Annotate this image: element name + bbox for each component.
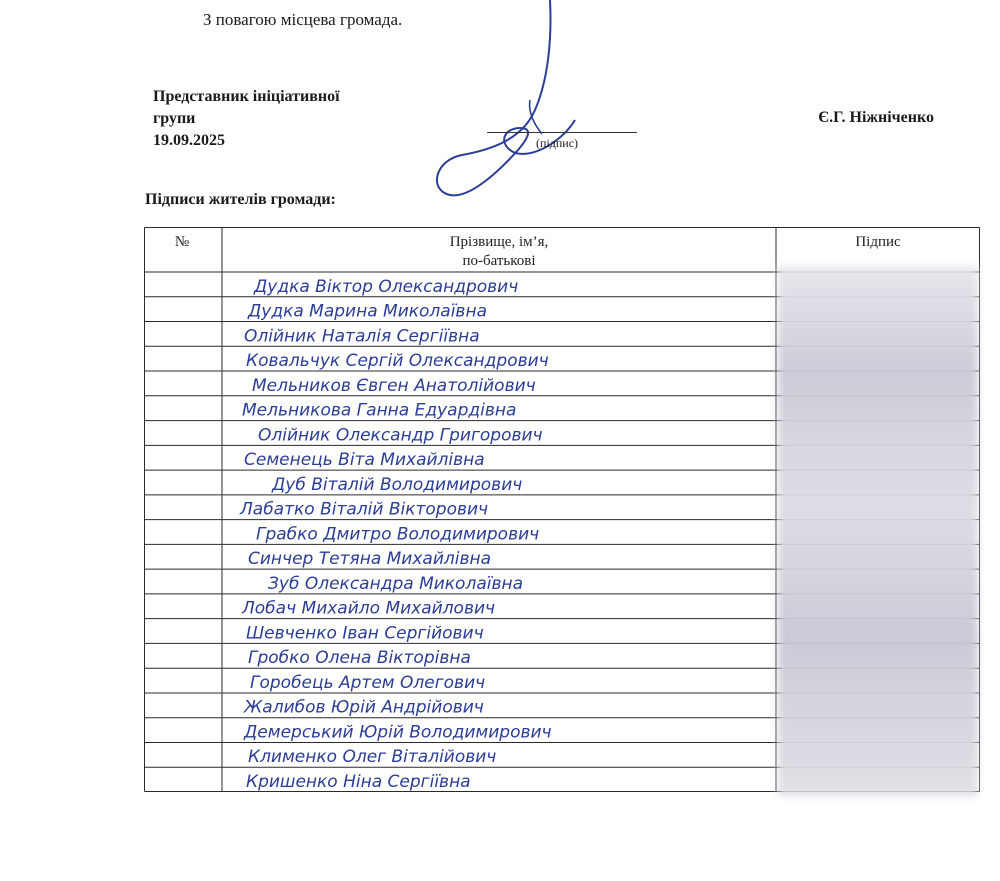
handwritten-name: Зуб Олександра Миколаївна (268, 573, 524, 594)
handwritten-name: Лабатко Віталій Вікторович (240, 499, 489, 520)
handwritten-name: Олійник Наталія Сергіївна (244, 326, 480, 347)
handwritten-name: Мельников Євген Анатолійович (252, 375, 536, 396)
representative-signature (410, 0, 610, 200)
handwritten-name: Кришенко Ніна Сергіївна (246, 772, 471, 792)
header-name-cont: по-батькові (462, 253, 536, 269)
closing-line: З повагою місцева громада. (203, 10, 403, 29)
representative-role: Представник ініціативної (153, 88, 340, 105)
header-name: Прізвище, ім’я, (449, 234, 549, 250)
representative-block (153, 86, 340, 152)
handwritten-name: Олійник Олександр Григорович (258, 425, 543, 446)
handwritten-name: Жалибов Юрій Андрійович (244, 697, 484, 718)
handwritten-name: Гробко Олена Вікторівна (248, 648, 471, 669)
representative-date: 19.09.2025 (153, 132, 225, 149)
handwritten-name: Грабко Дмитро Володимирович (256, 524, 540, 545)
header-signature: Підпис (855, 234, 901, 250)
table-rows (239, 277, 552, 792)
handwritten-name: Ковальчук Сергій Олександрович (246, 351, 549, 372)
handwritten-name: Семенець Віта Михайлівна (244, 450, 485, 471)
handwritten-name: Дуб Віталій Володимирович (272, 474, 523, 495)
handwritten-name: Мельникова Ганна Едуардівна (242, 400, 517, 421)
handwritten-name: Шевченко Іван Сергійович (246, 623, 484, 644)
representative-role-cont: групи (153, 110, 196, 127)
handwritten-name: Демерський Юрій Володимирович (244, 722, 552, 743)
handwritten-name: Дудка Віктор Олександрович (254, 276, 519, 297)
handwritten-name: Дудка Марина Миколаївна (248, 301, 487, 322)
handwritten-name: Лобач Михайло Михайлович (242, 598, 496, 619)
redacted-signatures (778, 266, 978, 796)
representative-name: Є.Г. Ніжніченко (818, 109, 934, 126)
handwritten-name: Горобець Артем Олегович (250, 672, 486, 693)
signature-caption: (підпис) (536, 136, 579, 150)
residents-heading: Підписи жителів громади: (145, 191, 336, 208)
header-number: № (174, 234, 190, 250)
handwritten-name: Синчер Тетяна Михайлівна (248, 549, 492, 570)
handwritten-name: Клименко Олег Віталійович (248, 747, 497, 768)
signature-line (487, 132, 637, 133)
